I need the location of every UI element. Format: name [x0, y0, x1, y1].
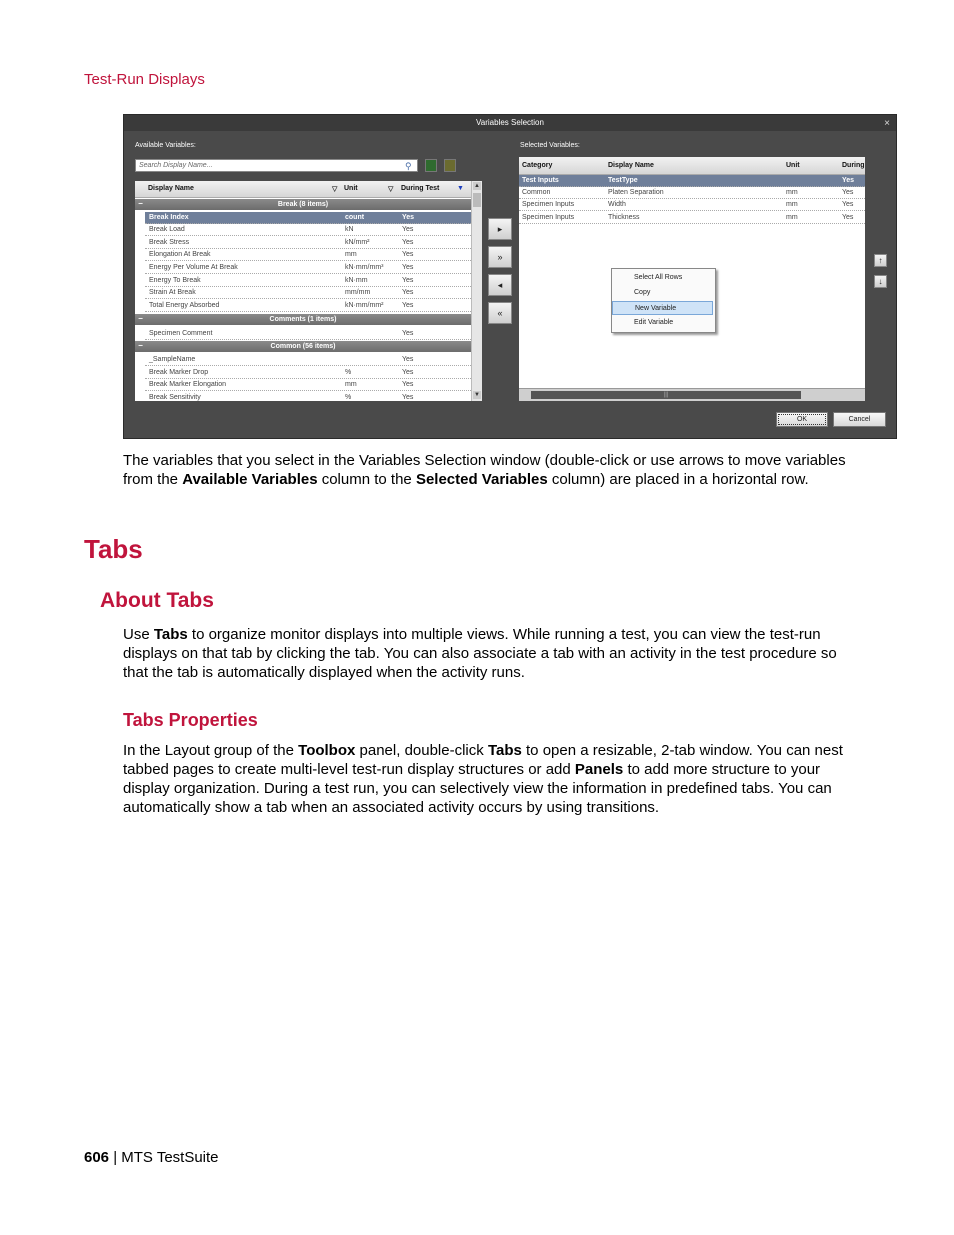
page-number: 606: [84, 1149, 110, 1166]
menu-item-select-all-rows[interactable]: Select All Rows: [634, 274, 683, 281]
filter-active-icon[interactable]: ▼: [457, 185, 464, 192]
table-row[interactable]: Break Stress kN/mm² Yes: [145, 237, 471, 249]
context-menu: [611, 268, 716, 333]
col-display-name[interactable]: Display Name: [148, 185, 194, 192]
collapse-icon[interactable]: −: [138, 341, 143, 350]
search-icon[interactable]: ⚲: [405, 161, 412, 171]
menu-item-edit-variable[interactable]: Edit Variable: [634, 319, 674, 326]
filter-icon[interactable]: ▽: [332, 186, 338, 193]
table-row[interactable]: _SampleName Yes: [145, 354, 471, 366]
table-row[interactable]: Break Index count Yes: [145, 212, 471, 224]
move-up-button[interactable]: ↑: [874, 254, 887, 267]
table-row[interactable]: Specimen Inputs Thickness mm Yes: [519, 212, 865, 224]
paragraph-tabs-properties: In the Layout group of the Toolbox panel, double-click Tabs to open a resizable, 2-tab window. You can nest tabbed pages to create multi-level test-run display structures or add Panels to add more structure to your display organization. During a test run, you can selectively view the information in predefined tabs. You can automatically show a tab when an associated activity occurs by using transitions.: [123, 742, 843, 816]
close-icon[interactable]: ×: [884, 118, 890, 129]
expand-all-icon[interactable]: [425, 159, 437, 172]
collapse-icon[interactable]: −: [138, 199, 143, 208]
table-row[interactable]: Break Marker Elongation mm Yes: [145, 379, 471, 391]
col-during[interactable]: During: [842, 162, 865, 169]
available-variables-grid: [135, 181, 471, 401]
group-row[interactable]: − Break (8 items): [135, 199, 471, 210]
collapse-icon[interactable]: −: [138, 314, 143, 323]
heading-tabs: Tabs: [84, 534, 143, 564]
menu-item-new-variable[interactable]: New Variable: [612, 301, 713, 315]
grid-header: [135, 181, 471, 198]
move-all-left-button[interactable]: «: [488, 302, 512, 324]
table-row[interactable]: Specimen Inputs Width mm Yes: [519, 199, 865, 211]
page-footer: 606 | MTS TestSuite: [84, 1149, 219, 1166]
col-unit[interactable]: Unit: [786, 162, 800, 169]
available-variables-label: Available Variables:: [135, 142, 196, 149]
table-row[interactable]: Break Load kN Yes: [145, 224, 471, 236]
grid-header: [519, 157, 865, 175]
table-row[interactable]: Specimen Comment Yes: [145, 328, 471, 340]
table-row[interactable]: Break Sensitivity % Yes: [145, 392, 471, 401]
col-during-test[interactable]: During Test: [401, 185, 440, 192]
table-row[interactable]: Energy To Break kN·mm Yes: [145, 275, 471, 287]
col-unit[interactable]: Unit: [344, 185, 358, 192]
heading-about-tabs: About Tabs: [100, 589, 214, 612]
menu-item-copy[interactable]: Copy: [634, 289, 651, 296]
move-right-button[interactable]: ▸: [488, 218, 512, 240]
ok-button[interactable]: OK: [776, 412, 828, 427]
group-row[interactable]: − Comments (1 items): [135, 314, 471, 325]
running-head: Test-Run Displays: [84, 71, 205, 88]
table-row[interactable]: Break Marker Drop % Yes: [145, 367, 471, 379]
table-row[interactable]: Test Inputs TestType Yes: [519, 175, 865, 187]
table-row[interactable]: Common Platen Separation mm Yes: [519, 187, 865, 199]
product-name: MTS TestSuite: [121, 1149, 219, 1166]
vertical-scrollbar[interactable]: [471, 181, 482, 401]
scroll-thumb[interactable]: |||: [531, 391, 801, 399]
search-input[interactable]: Search Display Name...: [135, 159, 418, 172]
scroll-down-icon[interactable]: ▼: [474, 392, 480, 398]
table-row[interactable]: Strain At Break mm/mm Yes: [145, 287, 471, 299]
filter-icon[interactable]: ▽: [388, 186, 394, 193]
scroll-up-icon[interactable]: ▲: [474, 183, 480, 189]
window-title: Variables Selection: [476, 118, 544, 127]
paragraph-about-tabs: Use Tabs to organize monitor displays into multiple views. While running a test, you can view the test-run displays on that tab by clicking the tab. You can also associate a tab with an activity in the test procedure so that the tab is automatically displayed when the activity runs.: [123, 626, 837, 681]
move-all-right-button[interactable]: »: [488, 246, 512, 268]
col-display-name[interactable]: Display Name: [608, 162, 654, 169]
cancel-button[interactable]: Cancel: [833, 412, 886, 427]
group-row[interactable]: − Common (56 items): [135, 341, 471, 352]
col-category[interactable]: Category: [522, 162, 553, 169]
scroll-thumb[interactable]: [473, 193, 481, 207]
table-row[interactable]: Elongation At Break mm Yes: [145, 249, 471, 261]
move-down-button[interactable]: ↓: [874, 275, 887, 288]
paragraph-variables: The variables that you select in the Variables Selection window (double-click or use arrows to move variables from the Available Variables column to the Selected Variables column) are placed in a horizontal row.: [123, 452, 846, 488]
variables-selection-window: [123, 114, 897, 439]
collapse-all-icon[interactable]: [444, 159, 456, 172]
window-titlebar: [124, 115, 896, 131]
horizontal-scrollbar[interactable]: [519, 388, 865, 401]
selected-variables-label: Selected Variables:: [520, 142, 580, 149]
table-row[interactable]: Energy Per Volume At Break kN·mm/mm³ Yes: [145, 262, 471, 274]
table-row[interactable]: Total Energy Absorbed kN·mm/mm² Yes: [145, 300, 471, 312]
heading-tabs-properties: Tabs Properties: [123, 710, 258, 730]
move-left-button[interactable]: ◂: [488, 274, 512, 296]
